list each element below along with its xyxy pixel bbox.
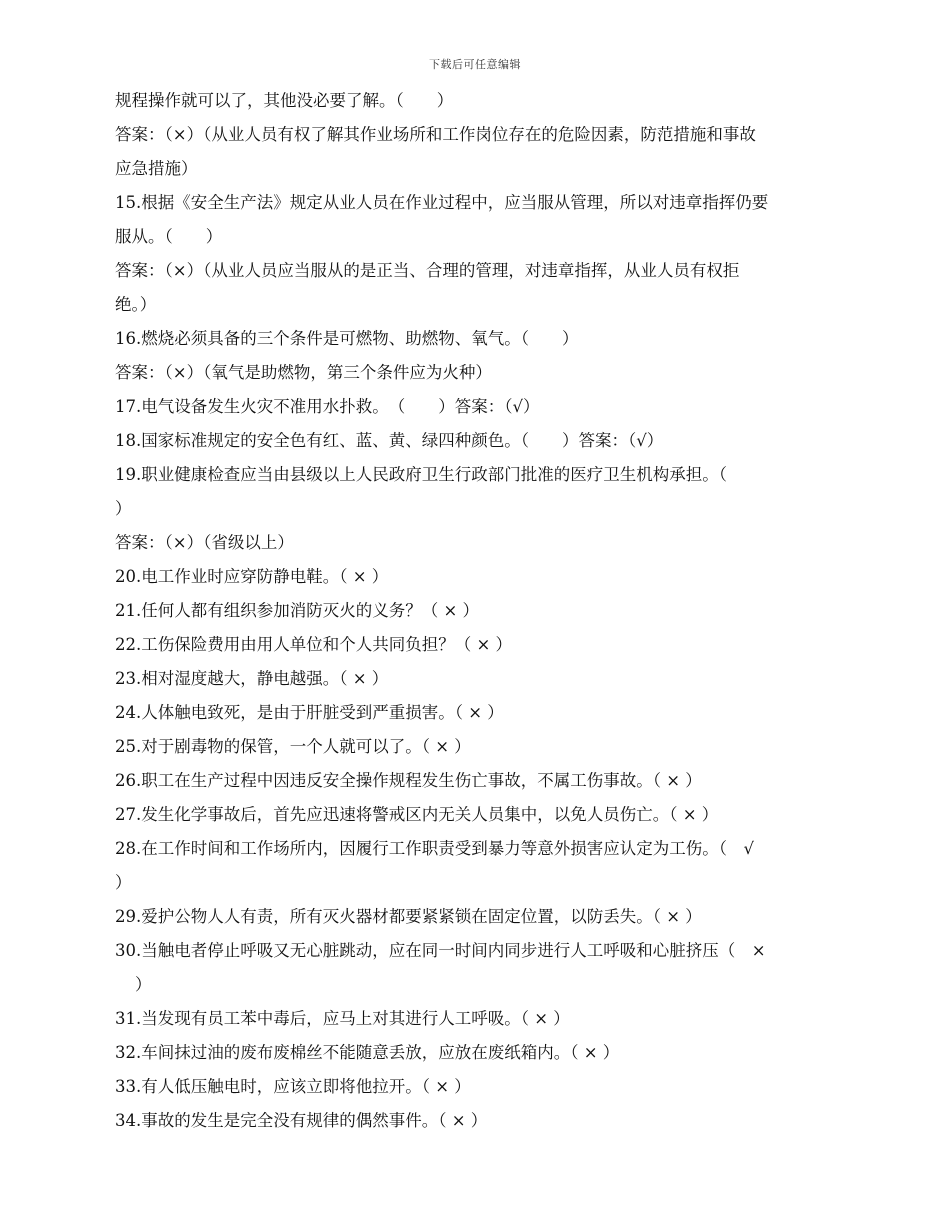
question-15-continued: 服从。（ ）	[115, 227, 223, 246]
question-22: 22.工伤保险费用由用人单位和个人共同负担？（ × ）	[115, 635, 513, 654]
question-16: 16.燃烧必须具备的三个条件是可燃物、助燃物、氧气。（ ）	[115, 329, 579, 348]
question-20: 20.电工作业时应穿防静电鞋。（ × ）	[115, 567, 389, 586]
answer-19: 答案：（×）（省级以上）	[115, 533, 294, 552]
question-30-continued: ）	[135, 975, 152, 994]
answer-line-continued: 应急措施）	[115, 159, 198, 178]
text-line: 规程操作就可以了，其他没必要了解。（ ）	[115, 91, 454, 110]
question-34: 34.事故的发生是完全没有规律的偶然事件。（ × ）	[115, 1111, 488, 1130]
answer-15: 答案：（×）（从业人员应当服从的是正当、合理的管理，对违章指挥，从业人员有权拒	[115, 261, 740, 280]
answer-15-continued: 绝。）	[115, 295, 157, 314]
question-27: 27.发生化学事故后，首先应迅速将警戒区内无关人员集中，以免人员伤亡。（ × ）	[115, 805, 719, 824]
question-list	[115, 84, 865, 1138]
question-28: 28.在工作时间和工作场所内，因履行工作职责受到暴力等意外损害应认定为工伤。（ √	[115, 839, 755, 858]
question-15: 15.根据《安全生产法》规定从业人员在作业过程中，应当服从管理，所以对违章指挥仍要	[115, 193, 769, 212]
question-18: 18.国家标准规定的安全色有红、蓝、黄、绿四种颜色。（ ）答案：（√）	[115, 431, 664, 450]
question-26: 26.职工在生产过程中因违反安全操作规程发生伤亡事故，不属工伤事故。（ × ）	[115, 771, 702, 790]
question-19: 19.职业健康检查应当由县级以上人民政府卫生行政部门批准的医疗卫生机构承担。（	[115, 465, 727, 484]
question-29: 29.爱护公物人人有责，所有灭火器材都要紧紧锁在固定位置，以防丢失。（ × ）	[115, 907, 702, 926]
question-33: 33.有人低压触电时，应该立即将他拉开。（ × ）	[115, 1077, 471, 1096]
page-header: 下载后可任意编辑	[429, 58, 521, 71]
question-25: 25.对于剧毒物的保管，一个人就可以了。（ × ）	[115, 737, 471, 756]
question-30: 30.当触电者停止呼吸又无心脏跳动，应在同一时间内同步进行人工呼吸和心脏挤压（ ×	[115, 941, 766, 960]
question-17: 17.电气设备发生火灾不准用水扑救。 （ ）答案：（√）	[115, 397, 540, 416]
question-24: 24.人体触电致死，是由于肝脏受到严重损害。（ × ）	[115, 703, 504, 722]
answer-16: 答案：（×）（氧气是助燃物，第三个条件应为火种）	[115, 363, 492, 382]
question-28-continued: ）	[115, 873, 132, 892]
question-19-continued: ）	[115, 499, 132, 518]
question-32: 32.车间抹过油的废布废棉丝不能随意丢放，应放在废纸箱内。（ × ）	[115, 1043, 620, 1062]
question-21: 21.任何人都有组织参加消防灭火的义务？（ × ）	[115, 601, 480, 620]
question-31: 31.当发现有员工苯中毒后，应马上对其进行人工呼吸。（ × ）	[115, 1009, 570, 1028]
question-23: 23.相对湿度越大，静电越强。（ × ）	[115, 669, 389, 688]
answer-line: 答案：（×）（从业人员有权了解其作业场所和工作岗位存在的危险因素，防范措施和事故	[115, 125, 756, 144]
